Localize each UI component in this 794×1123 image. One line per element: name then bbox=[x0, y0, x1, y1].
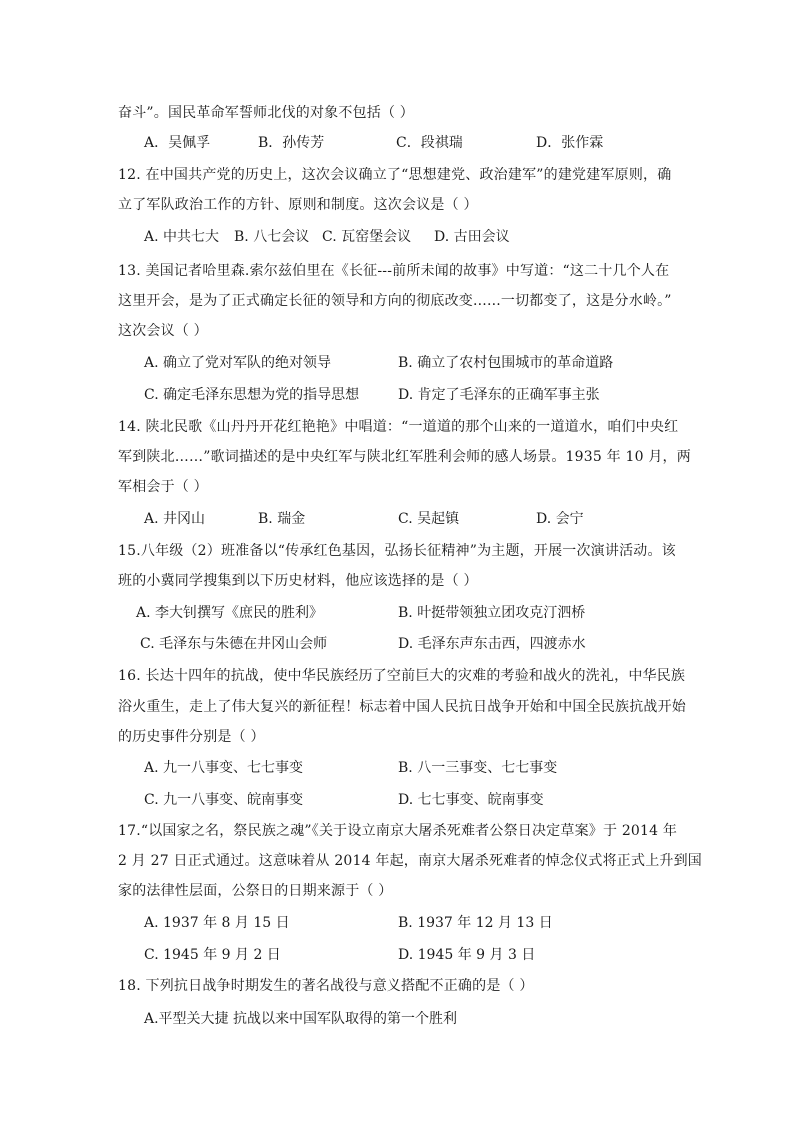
q16-option-d: D. 七七事变、皖南事变 bbox=[398, 792, 544, 808]
q14-option-d: D. 会宁 bbox=[536, 511, 584, 527]
q15-stem-line1: 15.八年级（2）班准备以“传承红色基因，弘扬长征精神”为主题，开展一次演讲活动。该 bbox=[118, 543, 676, 559]
q14-option-a: A. 井冈山 bbox=[144, 511, 206, 527]
q13-option-c: C. 确定毛泽东思想为党的指导思想 bbox=[144, 387, 360, 403]
q11-option-a: A．吴佩孚 bbox=[144, 135, 211, 151]
q17-option-d: D. 1945 年 9 月 3 日 bbox=[398, 947, 536, 963]
q12-option-b: B. 八七会议 bbox=[234, 229, 310, 245]
q12-stem-line1: 12. 在中国共产党的历史上，这次会议确立了“思想建党、政治建军”的建党建军原则，确 bbox=[118, 167, 672, 183]
q13-option-b: B. 确立了农村包围城市的革命道路 bbox=[398, 355, 614, 371]
q16-option-c: C. 九一八事变、皖南事变 bbox=[144, 792, 304, 808]
q15-stem-line2: 班的小冀同学搜集到以下历史材料，他应该选择的是（ ） bbox=[118, 573, 478, 589]
q16-stem-line2: 浴火重生，走上了伟大复兴的新征程！标志着中国人民抗日战争开始和中国全民族抗战开始 bbox=[118, 699, 686, 715]
q11-option-b: B．孙传芳 bbox=[258, 135, 325, 151]
q13-option-d: D. 肯定了毛泽东的正确军事主张 bbox=[398, 387, 600, 403]
q18-option-a: A.平型关大捷 抗战以来中国军队取得的第一个胜利 bbox=[144, 1011, 458, 1027]
q12-option-d: D. 古田会议 bbox=[434, 229, 510, 245]
q18-stem-line1: 18. 下列抗日战争时期发生的著名战役与意义搭配不正确的是（ ） bbox=[118, 978, 534, 994]
q16-stem-line1: 16. 长达十四年的抗战，使中华民族经历了空前巨大的灾难的考验和战火的洗礼，中华民族 bbox=[118, 668, 686, 684]
q13-option-a: A. 确立了党对军队的绝对领导 bbox=[144, 355, 332, 371]
q12-stem-line2: 立了军队政治工作的方针、原则和制度。这次会议是（ ） bbox=[118, 197, 478, 213]
q11-option-d: D．张作霖 bbox=[536, 135, 604, 151]
q17-option-b: B. 1937 年 12 月 13 日 bbox=[398, 915, 553, 931]
q13-stem-line3: 这次会议（ ） bbox=[118, 323, 208, 339]
q15-option-b: B. 叶挺带领独立团攻克汀泗桥 bbox=[398, 605, 586, 621]
q14-option-b: B. 瑞金 bbox=[258, 511, 306, 527]
q14-option-c: C. 吴起镇 bbox=[398, 511, 460, 527]
q16-stem-line3: 的历史事件分别是（ ） bbox=[118, 729, 265, 745]
q11-option-c: C．段祺瑞 bbox=[396, 135, 463, 151]
q13-stem-line1: 13. 美国记者哈里森.索尔兹伯里在《长征---前所未闻的故事》中写道：“这二十几个人在 bbox=[118, 263, 670, 279]
q16-option-a: A. 九一八事变、七七事变 bbox=[144, 760, 304, 776]
q15-option-a: A. 李大钊撰写《庶民的胜利》 bbox=[136, 605, 324, 621]
q17-stem-line2: 2 月 27 日正式通过。这意味着从 2014 年起，南京大屠杀死难者的悼念仪式将正式上升到国 bbox=[118, 853, 702, 869]
q17-stem-line1: 17.“以国家之名，祭民族之魂”《关于设立南京大屠杀死难者公祭日决定草案》于 2014 年 bbox=[118, 823, 678, 839]
q16-option-b: B. 八一三事变、七七事变 bbox=[398, 760, 558, 776]
q15-option-c: C. 毛泽东与朱德在井冈山会师 bbox=[140, 636, 328, 652]
q11-stem: 奋斗”。国民革命军誓师北伐的对象不包括（ ） bbox=[118, 105, 415, 121]
q12-option-c: C. 瓦窑堡会议 bbox=[322, 229, 412, 245]
q14-stem-line3: 军相会于（ ） bbox=[118, 479, 208, 495]
q14-stem-line1: 14. 陕北民歌《山丹丹开花红艳艳》中唱道：“一道道的那个山来的一道道水，咱们中央红 bbox=[118, 419, 679, 435]
q14-stem-line2: 军到陕北……”歌词描述的是中央红军与陕北红军胜利会师的感人场景。1935 年 10 月，两 bbox=[118, 449, 691, 465]
q15-option-d: D. 毛泽东声东击西，四渡赤水 bbox=[398, 636, 586, 652]
q17-option-c: C. 1945 年 9 月 2 日 bbox=[144, 947, 281, 963]
q13-stem-line2: 这里开会，是为了正式确定长征的领导和方向的彻底改变......一切都变了，这是分水岭。” bbox=[118, 293, 672, 309]
q12-option-a: A. 中共七大 bbox=[144, 229, 220, 245]
q17-option-a: A. 1937 年 8 月 15 日 bbox=[144, 915, 290, 931]
q17-stem-line3: 家的法律性层面，公祭日的日期来源于（ ） bbox=[118, 883, 393, 899]
